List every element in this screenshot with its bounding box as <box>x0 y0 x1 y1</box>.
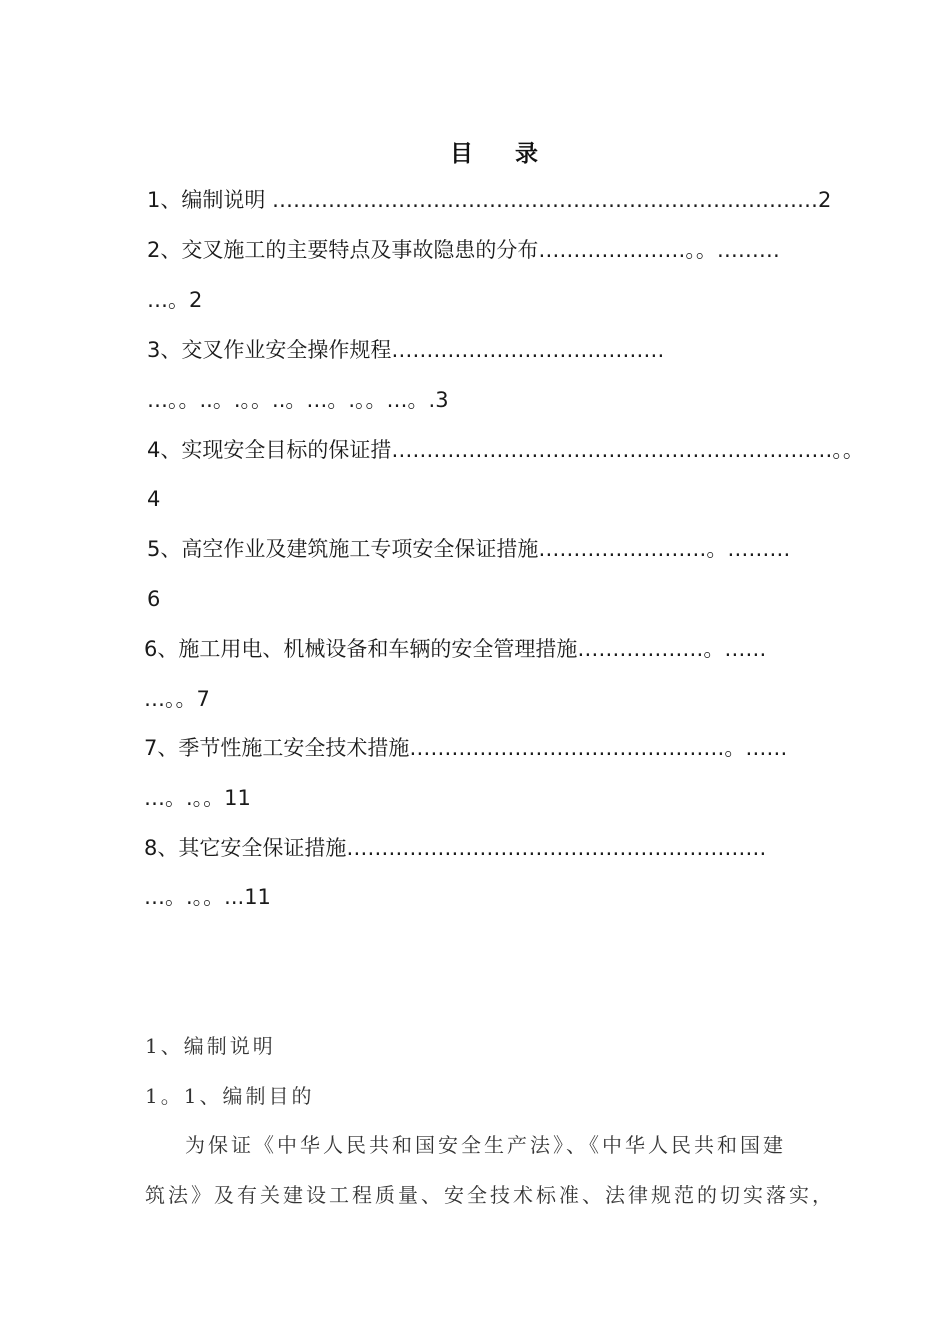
toc-entry-4[interactable]: 4、实现安全目标的保证措………………………………………………………。。 <box>147 438 864 462</box>
toc-entry-6-cont: …。。7 <box>144 687 210 711</box>
subsection-heading: 1。1、编制目的 <box>145 1084 315 1108</box>
title-char-1: 目 <box>450 141 475 167</box>
toc-entry-2[interactable]: 2、交叉施工的主要特点及事故隐患的分布…………………。。……… <box>147 238 780 262</box>
toc-entry-8[interactable]: 8、其它安全保证措施…………………………………………………… <box>144 836 767 860</box>
toc-entry-3-cont: …。。..。.。。..。…。.。。…。.3 <box>147 388 449 412</box>
title-char-2: 录 <box>515 141 540 167</box>
toc-entry-6[interactable]: 6、施工用电、机械设备和车辆的安全管理措施………………。…… <box>144 637 767 661</box>
page-title <box>0 135 950 168</box>
toc-entry-7[interactable]: 7、季节性施工安全技术措施………………………………………。…… <box>144 736 788 760</box>
toc-entry-3[interactable]: 3、交叉作业安全操作规程………………………………… <box>147 338 665 362</box>
toc-entry-8-cont: …。.。。...11 <box>144 885 271 909</box>
paragraph-line-2: 筑法》及有关建设工程质量、安全技术标准、法律规范的切实落实， <box>145 1183 835 1207</box>
section-heading: 1、编制说明 <box>145 1034 276 1058</box>
toc-entry-4-cont: 4 <box>147 487 161 511</box>
toc-entry-5-cont: 6 <box>147 587 161 611</box>
toc-entry-5[interactable]: 5、高空作业及建筑施工专项安全保证措施……………………。……… <box>147 537 791 561</box>
toc-entry-2-cont: …。2 <box>147 288 203 312</box>
paragraph-line-1: 为保证《中华人民共和国安全生产法》、《中华人民共和国建 <box>185 1133 786 1157</box>
toc-entry-7-cont: …。.。。11 <box>144 786 251 810</box>
toc-entry-1[interactable]: 1、编制说明 ……………………………………………………………………2 <box>147 188 832 212</box>
